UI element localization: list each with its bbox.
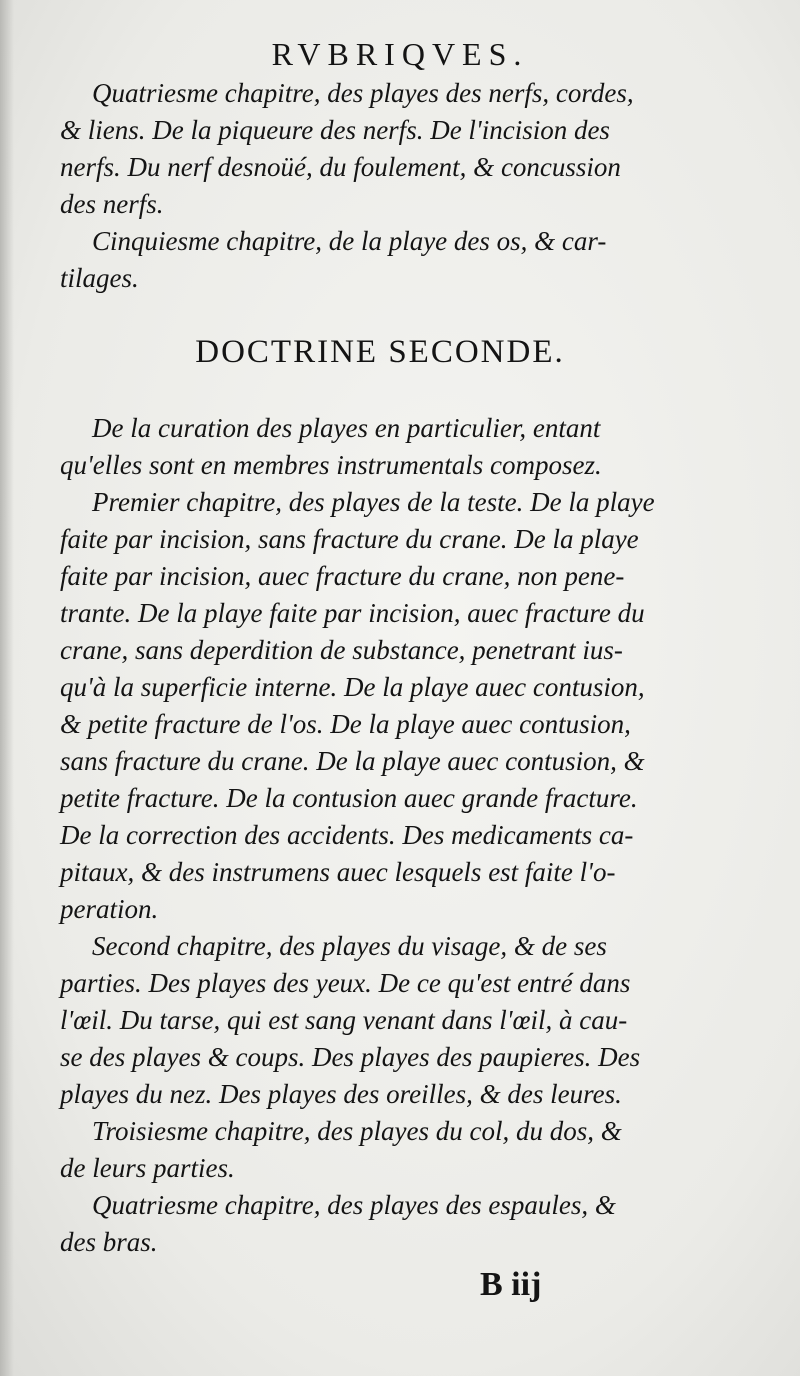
text-line: Quatriesme chapitre, des playes des espaules, & — [92, 1190, 616, 1220]
text-line: petite fracture. De la contusion auec grande fracture. — [60, 783, 638, 813]
text-line: Cinquiesme chapitre, de la playe des os, & car- — [92, 226, 607, 256]
chapter-list-part-two — [60, 410, 682, 1261]
text-line: de leurs parties. — [60, 1153, 235, 1183]
text-line: Troisiesme chapitre, des playes du col, du dos, & — [92, 1116, 622, 1146]
text-line: se des playes & coups. Des playes des paupieres. Des — [60, 1042, 641, 1072]
text-line: l'œil. Du tarse, qui est sang venant dans l'œil, à cau- — [60, 1005, 628, 1035]
text-line: crane, sans deperdition de substance, penetrant ius- — [60, 635, 623, 665]
page-edge-shadow — [0, 0, 14, 1376]
text-line: faite par incision, sans fracture du crane. De la playe — [60, 524, 639, 554]
text-line: & liens. De la piqueure des nerfs. De l'incision des — [60, 115, 610, 145]
text-line: & petite fracture de l'os. De la playe auec contusion, — [60, 709, 631, 739]
text-line: sans fracture du crane. De la playe auec contusion, & — [60, 746, 645, 776]
text-line: tilages. — [60, 263, 139, 293]
text-line: nerfs. Du nerf desnoüé, du foulement, & concussion — [60, 152, 621, 182]
text-line: playes du nez. Des playes des oreilles, & des leures. — [60, 1079, 622, 1109]
text-line: peration. — [60, 894, 159, 924]
text-line: qu'à la superficie interne. De la playe auec contusion, — [60, 672, 645, 702]
text-line: Premier chapitre, des playes de la teste. De la playe — [92, 487, 655, 517]
text-line: De la curation des playes en particulier, entant — [92, 413, 601, 443]
text-line: Second chapitre, des playes du visage, & de ses — [92, 931, 607, 961]
text-line: Quatriesme chapitre, des playes des nerfs, cordes, — [92, 78, 634, 108]
section-heading: DOCTRINE SECONDE. — [195, 334, 565, 370]
signature-mark: B iij — [480, 1266, 542, 1303]
text-line: des nerfs. — [60, 189, 164, 219]
text-line: parties. Des playes des yeux. De ce qu'est entré dans — [60, 968, 631, 998]
running-header: RVBRIQVES. — [271, 36, 529, 72]
text-line: trante. De la playe faite par incision, auec fracture du — [60, 598, 645, 628]
text-line: pitaux, & des instrumens auec lesquels est faite l'o- — [60, 857, 616, 887]
chapter-list-part-one — [60, 75, 682, 297]
text-line: qu'elles sont en membres instrumentals composez. — [60, 450, 602, 480]
text-line: De la correction des accidents. Des medicaments ca- — [60, 820, 634, 850]
text-line: des bras. — [60, 1227, 158, 1257]
text-line: faite par incision, auec fracture du crane, non pene- — [60, 561, 625, 591]
